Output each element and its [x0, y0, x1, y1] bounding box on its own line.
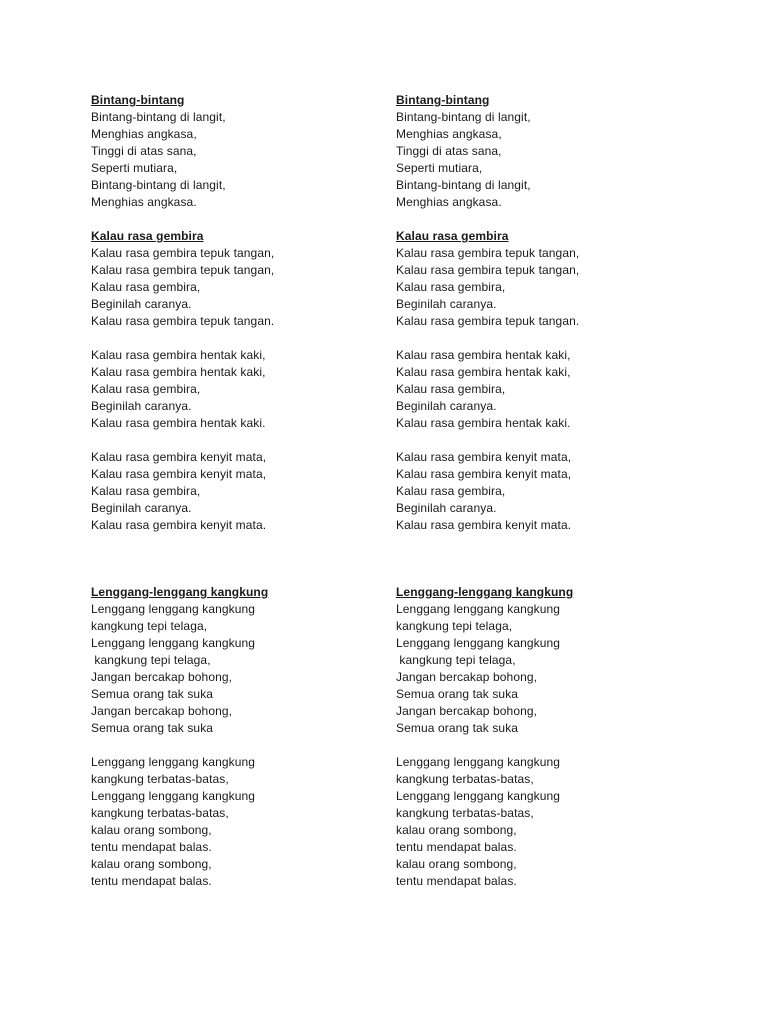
stanza: [396, 109, 696, 211]
song-title: Bintang-bintang: [91, 93, 185, 107]
lyric-line: kangkung tepi telaga,: [91, 619, 208, 633]
lyric-line: kalau orang sombong,: [396, 823, 517, 837]
lyric-line: Lenggang lenggang kangkung: [91, 789, 256, 803]
lyric-line: Bintang-bintang di langit,: [91, 178, 226, 192]
lyric-line: Kalau rasa gembira kenyit mata,: [91, 450, 267, 464]
lyric-line: kalau orang sombong,: [91, 823, 212, 837]
lyric-line: Lenggang lenggang kangkung: [396, 602, 561, 616]
lyric-line: Kalau rasa gembira tepuk tangan,: [396, 246, 580, 260]
lyric-line: Kalau rasa gembira tepuk tangan,: [91, 263, 275, 277]
lyric-line: Beginilah caranya.: [396, 501, 497, 515]
lyric-line: Semua orang tak suka: [396, 721, 519, 735]
lyric-line: Beginilah caranya.: [396, 297, 497, 311]
stanza: [396, 245, 696, 330]
lyric-line: tentu mendapat balas.: [91, 874, 212, 888]
stanza-spacer: [396, 737, 696, 754]
lyric-line: Kalau rasa gembira kenyit mata,: [396, 467, 572, 481]
lyric-line: tentu mendapat balas.: [396, 840, 517, 854]
lyric-line: Menghias angkasa.: [91, 195, 197, 209]
lyric-line: Bintang-bintang di langit,: [396, 178, 531, 192]
lyric-line: Kalau rasa gembira hentak kaki,: [91, 348, 266, 362]
stanza: [91, 347, 391, 432]
lyric-line: Kalau rasa gembira tepuk tangan.: [91, 314, 275, 328]
song-section-bintang-bintang: [91, 92, 391, 211]
stanza: [396, 601, 696, 737]
section-spacer: [91, 534, 391, 584]
song-title: Lenggang-lenggang kangkung: [91, 585, 269, 599]
lyric-line: Kalau rasa gembira kenyit mata,: [396, 450, 572, 464]
lyric-line: Kalau rasa gembira kenyit mata.: [91, 518, 267, 532]
section-spacer: [396, 211, 696, 228]
stanza-spacer: [91, 737, 391, 754]
lyric-line: Semua orang tak suka: [396, 687, 519, 701]
lyric-line: Kalau rasa gembira hentak kaki,: [91, 365, 266, 379]
lyric-line: kalau orang sombong,: [396, 857, 517, 871]
stanza-spacer: [396, 330, 696, 347]
stanza: [91, 449, 391, 534]
lyric-line: Kalau rasa gembira hentak kaki.: [91, 416, 266, 430]
lyric-line: Jangan bercakap bohong,: [396, 670, 538, 684]
song-title: Lenggang-lenggang kangkung: [396, 585, 574, 599]
lyric-line: Kalau rasa gembira hentak kaki,: [396, 348, 571, 362]
lyric-line: Bintang-bintang di langit,: [396, 110, 531, 124]
lyric-line: kangkung tepi telaga,: [396, 619, 513, 633]
lyric-line: Menghias angkasa,: [91, 127, 197, 141]
lyric-line: tentu mendapat balas.: [91, 840, 212, 854]
lyric-line: Kalau rasa gembira hentak kaki,: [396, 365, 571, 379]
lyric-line: Lenggang lenggang kangkung: [396, 636, 561, 650]
lyric-line: Kalau rasa gembira hentak kaki.: [396, 416, 571, 430]
lyric-line: Kalau rasa gembira,: [396, 382, 506, 396]
lyric-line: Beginilah caranya.: [91, 297, 192, 311]
song-section-kalau-rasa-gembira: [396, 228, 696, 534]
song-title: Kalau rasa gembira: [396, 229, 509, 243]
lyric-line: Seperti mutiara,: [396, 161, 483, 175]
lyric-line: kangkung terbatas-batas,: [91, 772, 229, 786]
stanza: [91, 109, 391, 211]
lyric-line: Kalau rasa gembira,: [91, 382, 201, 396]
lyric-line: kangkung terbatas-batas,: [396, 806, 534, 820]
lyric-line: kangkung terbatas-batas,: [396, 772, 534, 786]
song-title: Kalau rasa gembira: [91, 229, 204, 243]
lyric-line: Tinggi di atas sana,: [396, 144, 502, 158]
lyric-line: Lenggang lenggang kangkung: [396, 789, 561, 803]
lyric-line: Beginilah caranya.: [91, 399, 192, 413]
lyric-line: Kalau rasa gembira tepuk tangan.: [396, 314, 580, 328]
lyric-line: Lenggang lenggang kangkung: [91, 636, 256, 650]
lyric-line: Lenggang lenggang kangkung: [91, 755, 256, 769]
stanza: [91, 754, 391, 890]
lyric-line: Jangan bercakap bohong,: [91, 670, 233, 684]
song-title: Bintang-bintang: [396, 93, 490, 107]
stanza: [396, 754, 696, 890]
lyric-line: Semua orang tak suka: [91, 687, 214, 701]
stanza-spacer: [91, 432, 391, 449]
section-spacer: [396, 534, 696, 584]
lyric-line: Kalau rasa gembira kenyit mata.: [396, 518, 572, 532]
stanza: [91, 601, 391, 737]
lyric-line: Beginilah caranya.: [396, 399, 497, 413]
stanza: [91, 245, 391, 330]
stanza: [396, 449, 696, 534]
lyric-line: Tinggi di atas sana,: [91, 144, 197, 158]
right-column: [396, 92, 696, 890]
lyric-line: Kalau rasa gembira tepuk tangan,: [396, 263, 580, 277]
lyric-line: Lenggang lenggang kangkung: [91, 602, 256, 616]
lyric-line: kangkung tepi telaga,: [396, 653, 516, 667]
section-spacer: [91, 211, 391, 228]
song-section-bintang-bintang: [396, 92, 696, 211]
lyric-line: Jangan bercakap bohong,: [396, 704, 538, 718]
lyric-line: tentu mendapat balas.: [396, 874, 517, 888]
song-section-kalau-rasa-gembira: [91, 228, 391, 534]
lyric-line: Kalau rasa gembira,: [396, 484, 506, 498]
lyric-line: Kalau rasa gembira tepuk tangan,: [91, 246, 275, 260]
lyric-line: Semua orang tak suka: [91, 721, 214, 735]
lyric-line: Jangan bercakap bohong,: [91, 704, 233, 718]
stanza-spacer: [91, 330, 391, 347]
lyric-line: Kalau rasa gembira,: [396, 280, 506, 294]
lyric-line: Kalau rasa gembira,: [91, 484, 201, 498]
lyric-line: kalau orang sombong,: [91, 857, 212, 871]
lyric-line: Menghias angkasa.: [396, 195, 502, 209]
lyric-line: Bintang-bintang di langit,: [91, 110, 226, 124]
left-column: [91, 92, 391, 890]
song-section-lenggang-lenggang-kangkung: [396, 584, 696, 890]
stanza: [396, 347, 696, 432]
lyric-line: Lenggang lenggang kangkung: [396, 755, 561, 769]
lyric-line: Beginilah caranya.: [91, 501, 192, 515]
lyric-line: Seperti mutiara,: [91, 161, 178, 175]
lyric-line: Menghias angkasa,: [396, 127, 502, 141]
lyric-line: Kalau rasa gembira kenyit mata,: [91, 467, 267, 481]
song-section-lenggang-lenggang-kangkung: [91, 584, 391, 890]
lyric-line: Kalau rasa gembira,: [91, 280, 201, 294]
lyric-line: kangkung tepi telaga,: [91, 653, 211, 667]
stanza-spacer: [396, 432, 696, 449]
lyric-line: kangkung terbatas-batas,: [91, 806, 229, 820]
